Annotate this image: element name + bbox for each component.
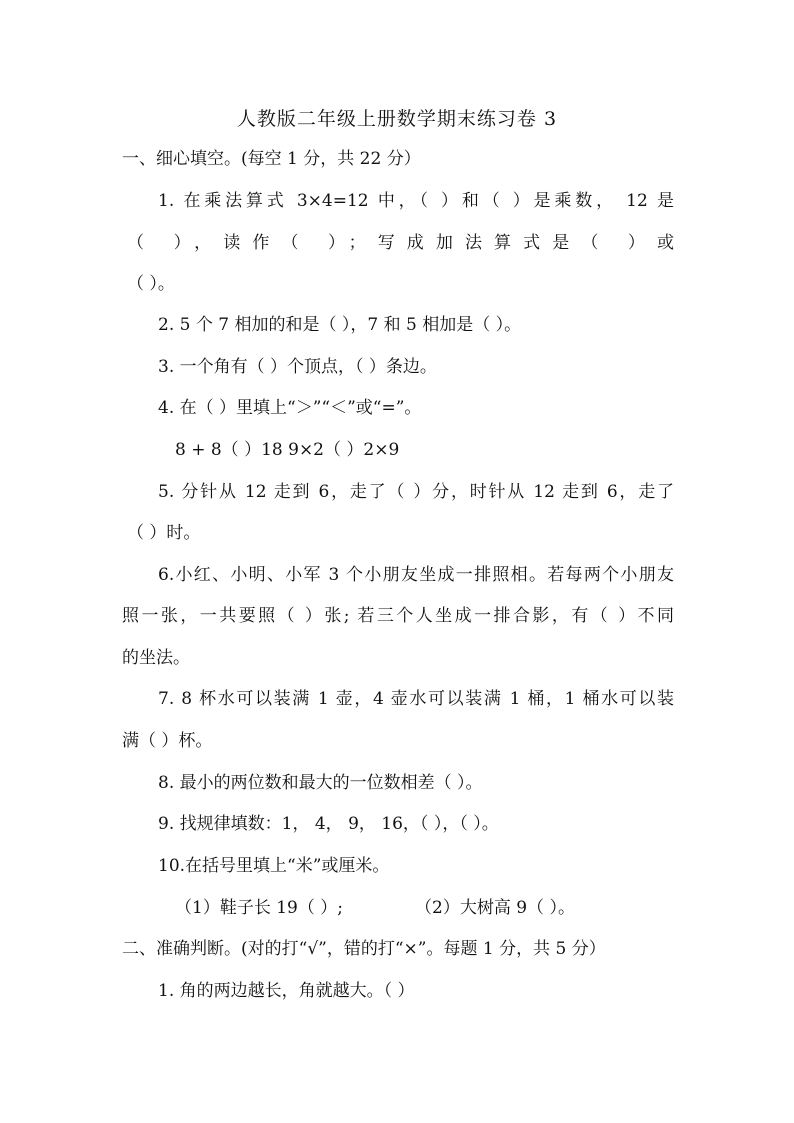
question-1-line-2: （ ），读作（ ）；写成加法算式是（ ）或 — [127, 233, 674, 253]
section-2-heading: 二、准确判断。(对的打“√”，错的打“×”。每题 1 分，共 5 分） — [122, 939, 606, 959]
question-8: 8. 最小的两位数和最大的一位数相差（ ）。 — [158, 773, 483, 793]
question-10-sub-2: （2）大树高 9（ ）。 — [415, 898, 575, 918]
question-5-line-1: 5. 分针从 12 走到 6，走了（ ）分，时针从 12 走到 6，走了 — [158, 482, 674, 502]
question-2: 2. 5 个 7 相加的和是（ ），7 和 5 相加是（ ）。 — [158, 315, 522, 335]
question-1-line-3: （ ）。 — [127, 274, 175, 294]
question-6-line-3: 的坐法。 — [122, 648, 190, 668]
question-6-line-2: 照一张，一共要照（ ）张; 若三个人坐成一排合影，有（ ）不同 — [122, 606, 674, 626]
question-3: 3. 一个角有（ ）个顶点，（ ）条边。 — [158, 357, 437, 377]
question-1-line-1: 1. 在乘法算式 3×4=12 中，（ ）和（ ）是乘数， 12 是 — [158, 191, 674, 211]
question-9: 9. 找规律填数：1， 4， 9， 16，（ ），（ ）。 — [158, 814, 499, 834]
section-1-heading: 一、细心填空。(每空 1 分，共 22 分） — [122, 149, 421, 169]
question-5-line-2: （ ）时。 — [127, 523, 201, 543]
question-10-sub-1: （1）鞋子长 19（ ）; — [175, 898, 343, 918]
section-2-question-1: 1. 角的两边越长，角就越大。（ ） — [158, 981, 415, 1001]
question-10: 10.在括号里填上“米”或厘米。 — [158, 856, 390, 876]
question-4: 4. 在（ ）里填上“＞”“＜”或“=”。 — [158, 398, 422, 418]
question-4-expression: 8 + 8（ ）18 9×2（ ）2×9 — [175, 440, 400, 460]
question-6-line-1: 6.小红、小明、小军 3 个小朋友坐成一排照相。若每两个小朋友 — [158, 565, 674, 585]
question-7-line-2: 满（ ）杯。 — [122, 731, 213, 751]
page-title: 人教版二年级上册数学期末练习卷 3 — [236, 108, 558, 130]
question-7-line-1: 7. 8 杯水可以装满 1 壶，4 壶水可以装满 1 桶，1 桶水可以装 — [158, 689, 674, 709]
